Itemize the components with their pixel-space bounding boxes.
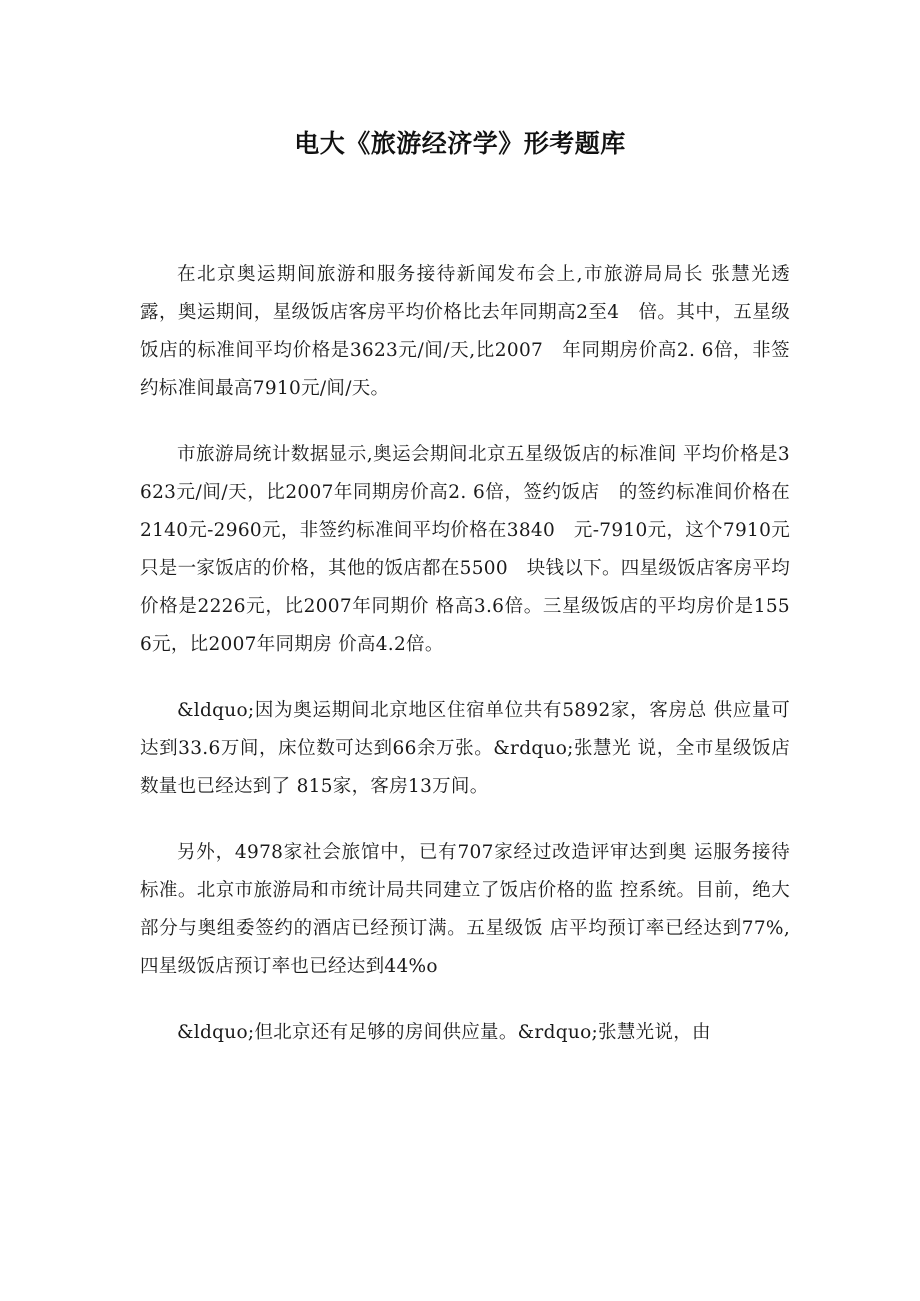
paragraph-4: 另外，4978家社会旅馆中，已有707家经过改造评审达到奥 运服务接待标准。北京市旅游局和市统计局共同建立了饭店价格的监 控系统。目前，绝大部分与奥组委签约的酒店已经预订满。五星级饭 店平均预订率已经达到77%,四星级饭店预订率也已经达到44%o [140, 842, 790, 977]
document-title: 电大《旅游经济学》形考题库 [294, 129, 626, 158]
paragraph-2: 市旅游局统计数据显示,奥运会期间北京五星级饭店的标准间 平均价格是3623元/间/天，比2007年同期房价高2. 6倍，签约饭店 的签约标准间价格在2140元-2960元，非签约标准间平均价格在3840 元-7910元，这个7910元只是一家饭店的价格，其他的饭店都在5500 块钱以下。四星级饭店客房平均价格是2226元，比2007年同期价 格高3.6倍。三星级饭店的平均房价是1556元，比2007年同期房 价高4.2倍。 [140, 444, 790, 655]
paragraph-1: 在北京奥运期间旅游和服务接待新闻发布会上,市旅游局局长 张慧光透露，奥运期间，星级饭店客房平均价格比去年同期高2至4 倍。其中，五星级饭店的标准间平均价格是3623元/间/天,比2007 年同期房价高2. 6倍，非签约标准间最高7910元/间/天。 [140, 264, 790, 399]
paragraph-5: &ldquo;但北京还有足够的房间供应量。&rdquo;张慧光说，由 [177, 1022, 711, 1043]
paragraph-3: &ldquo;因为奥运期间北京地区住宿单位共有5892家，客房总 供应量可达到33.6万间，床位数可达到66余万张。&rdquo;张慧光 说，全市星级饭店数量也已经达到了 815家，客房13万间。 [140, 700, 790, 797]
document-body [140, 256, 790, 1080]
